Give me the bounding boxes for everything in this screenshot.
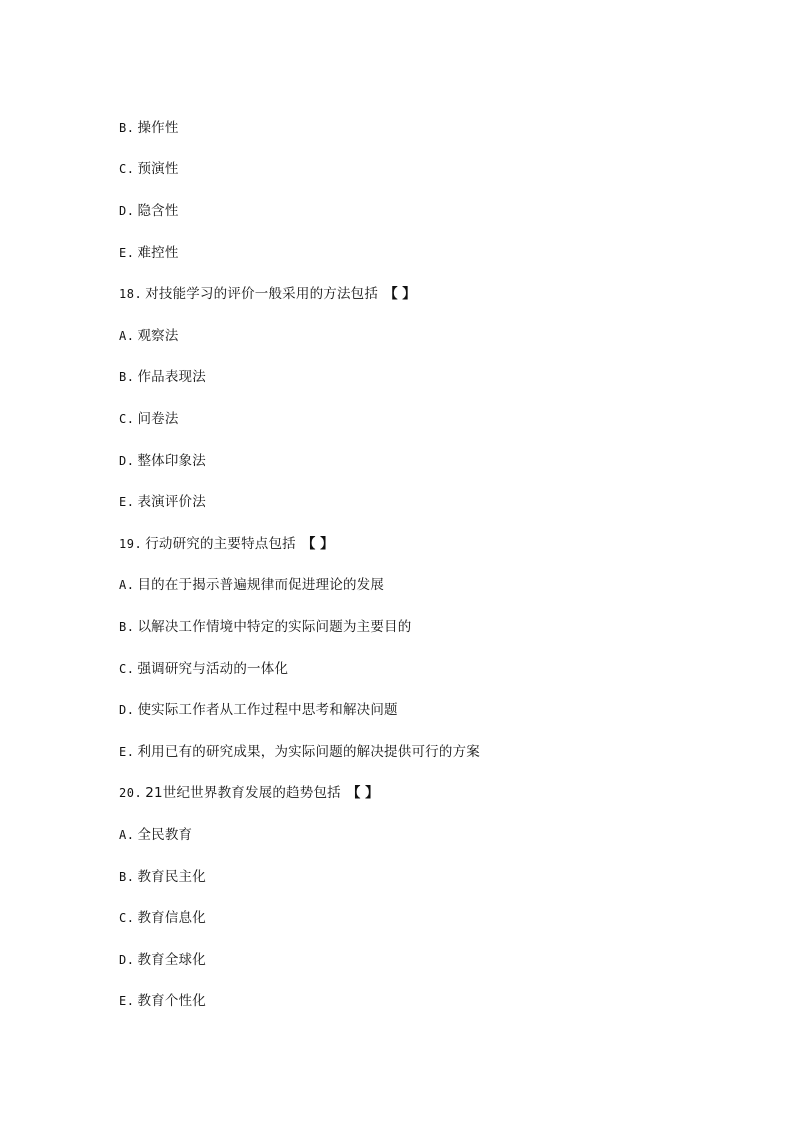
option-letter: B.: [119, 121, 135, 135]
question-number: 19.: [119, 537, 143, 551]
question-text: 行动研究的主要特点包括: [145, 536, 296, 552]
option-text: 教育全球化: [137, 952, 206, 968]
q20-option-c: [119, 908, 206, 928]
answer-bracket: 【 】: [384, 286, 416, 302]
q18-stem: [119, 284, 416, 304]
option-text: 全民教育: [137, 827, 193, 843]
q18-option-b: [119, 367, 206, 387]
option-letter: C.: [119, 412, 135, 426]
option-letter: E.: [119, 745, 135, 759]
q18-option-a: [119, 326, 179, 346]
q17-option-b: [119, 118, 179, 138]
q20-option-b: [119, 867, 206, 887]
option-text: 以解决工作情境中特定的实际问题为主要目的: [137, 619, 412, 635]
q19-option-a: [119, 575, 384, 595]
option-text: 目的在于揭示普遍规律而促进理论的发展: [137, 577, 385, 593]
q19-stem: [119, 534, 334, 554]
option-text: 教育个性化: [137, 993, 206, 1009]
option-letter: E.: [119, 246, 135, 260]
q17-option-d: [119, 201, 179, 221]
option-letter: B.: [119, 620, 135, 634]
q20-stem: [119, 783, 379, 803]
option-letter: B.: [119, 370, 135, 384]
option-text: 问卷法: [137, 411, 179, 427]
question-number: 20.: [119, 786, 143, 800]
option-text: 整体印象法: [137, 453, 206, 469]
option-text: 利用已有的研究成果，为实际问题的解决提供可行的方案: [137, 744, 480, 760]
q18-option-c: [119, 409, 179, 429]
q19-option-d: [119, 700, 398, 720]
option-text: 表演评价法: [137, 494, 206, 510]
answer-bracket: 【 】: [346, 785, 379, 801]
question-text: 对技能学习的评价一般采用的方法包括: [145, 286, 379, 302]
q18-option-d: [119, 451, 206, 471]
q19-option-b: [119, 617, 411, 637]
option-letter: D.: [119, 953, 135, 967]
option-letter: D.: [119, 703, 135, 717]
option-letter: B.: [119, 870, 135, 884]
option-letter: D.: [119, 204, 135, 218]
option-text: 操作性: [137, 120, 179, 136]
option-text: 强调研究与活动的一体化: [137, 661, 289, 677]
q20-option-a: [119, 825, 192, 845]
option-letter: E.: [119, 994, 135, 1008]
option-letter: A.: [119, 578, 135, 592]
option-letter: C.: [119, 162, 135, 176]
option-text: 教育信息化: [137, 910, 206, 926]
q17-option-e: [119, 243, 179, 263]
q18-option-e: [119, 492, 206, 512]
option-text: 预演性: [137, 161, 179, 177]
option-letter: C.: [119, 662, 135, 676]
question-text: 21世纪世界教育发展的趋势包括: [145, 785, 341, 801]
question-number: 18.: [119, 287, 143, 301]
option-text: 教育民主化: [137, 869, 206, 885]
option-text: 难控性: [137, 245, 179, 261]
q20-option-e: [119, 991, 206, 1011]
option-text: 隐含性: [137, 203, 179, 219]
option-letter: D.: [119, 454, 135, 468]
q19-option-c: [119, 659, 288, 679]
option-letter: A.: [119, 329, 135, 343]
option-text: 观察法: [137, 328, 179, 344]
option-letter: E.: [119, 495, 135, 509]
q19-option-e: [119, 742, 480, 762]
option-letter: A.: [119, 828, 135, 842]
option-text: 作品表现法: [137, 369, 206, 385]
q20-option-d: [119, 950, 206, 970]
answer-bracket: 【 】: [301, 536, 334, 552]
option-letter: C.: [119, 911, 135, 925]
q17-option-c: [119, 159, 179, 179]
option-text: 使实际工作者从工作过程中思考和解决问题: [137, 702, 398, 718]
